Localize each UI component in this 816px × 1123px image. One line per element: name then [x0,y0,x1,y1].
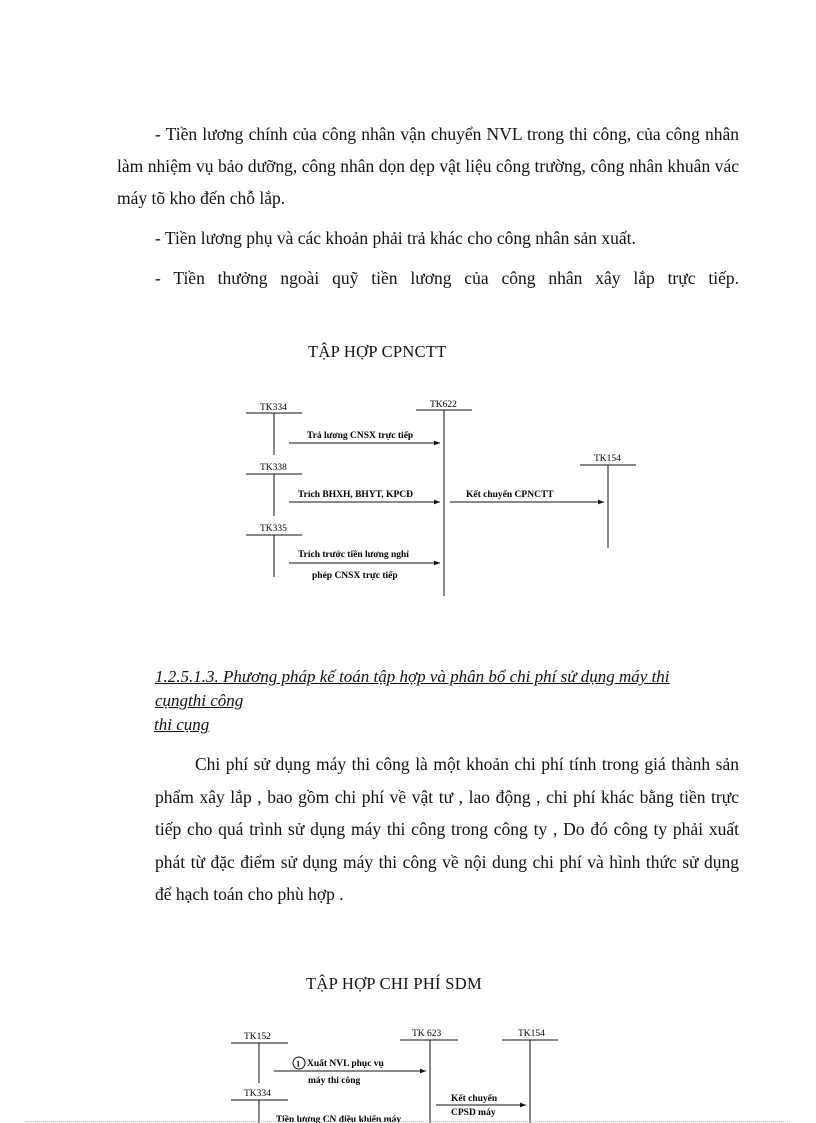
flow-trich-truoc-label-1: Trích trước tiền lương nghỉ [298,550,409,560]
section-heading-line3: thi cụng [154,715,210,734]
flow-tien-luong-label: Tiền lương CN điều khiển máy [276,1115,402,1123]
tk623-label: TK 623 [412,1029,442,1039]
flow-trich-truoc-label-2: phép CNSX trực tiếp [312,571,398,581]
paragraph-bonus: - Tiền thưởng ngoài quỹ tiền lương của công nhân xây lắp trực tiếp. [155,268,739,288]
diagram2-title: TẬP HỢP CHI PHÍ SDM [306,974,482,993]
flow-ket-chuyen-sdm-label-2: CPSD máy [451,1108,496,1118]
tk335-label: TK335 [260,524,287,534]
flow-ket-chuyen-sdm-label-1: Kết chuyển [451,1094,498,1104]
section-heading-line2: cụngthi công [155,691,244,710]
flow-xuat-nvl-label-2: máy thi công [308,1076,361,1086]
paragraph-main-wage: - Tiền lương chính của công nhân vận chuyển NVL trong thi công, của công nhân làm nhiệm vụ bảo dưỡng, công nhân dọn dẹp vật liệu công trường, công nhân khuân vác máy tõ kho đến chỗ lắp. [117,124,739,208]
tk152-label: TK152 [244,1032,271,1042]
tk338-label: TK338 [260,463,287,473]
paragraph-machine-cost: Chi phí sử dụng máy thi công là một khoản chi phí tính trong giá thành sản phẩm xây lắp , bao gồm chi phí về vật tư , lao động , chi phí khác bằng tiền trực tiếp cho quá trình sử dụng máy thi công trong công ty , Do đó công ty phải xuất phát từ đặc điểm sử dụng máy thi công về nội dung chi phí và hình thức sử dụng để hạch toán cho phù hợp . [155,754,739,904]
flow-tra-luong-label: Trả lương CNSX trực tiếp [307,431,414,441]
step-number: 1 [296,1058,301,1069]
flow-xuat-nvl-label-1: Xuất NVL phục vụ [307,1059,384,1069]
page-bottom-rule [26,1121,790,1122]
paragraph-secondary-wage: - Tiền lương phụ và các khoản phải trả khác cho công nhân sản xuất. [155,228,636,248]
tk154-sdm-label: TK154 [518,1029,545,1039]
t-account-tk623 [400,1029,458,1123]
tk154-label: TK154 [594,454,621,464]
tk622-label: TK622 [430,400,457,410]
tk334-sdm-label: TK334 [244,1089,271,1099]
t-account-tk152 [231,1032,288,1083]
tk334-label: TK334 [260,403,287,413]
flow-ket-chuyen-label: Kết chuyển CPNCTT [466,490,554,500]
flow-trich-bhxh-label: Trích BHXH, BHYT, KPCĐ [298,490,413,500]
section-heading-line1: 1.2.5.1.3. Phương pháp kế toán tập hợp và phân bổ chi phí sử dụng máy thi [155,667,670,686]
t-account-tk154-sdm [502,1029,558,1123]
diagram1-title: TẬP HỢP CPNCTT [308,342,447,361]
